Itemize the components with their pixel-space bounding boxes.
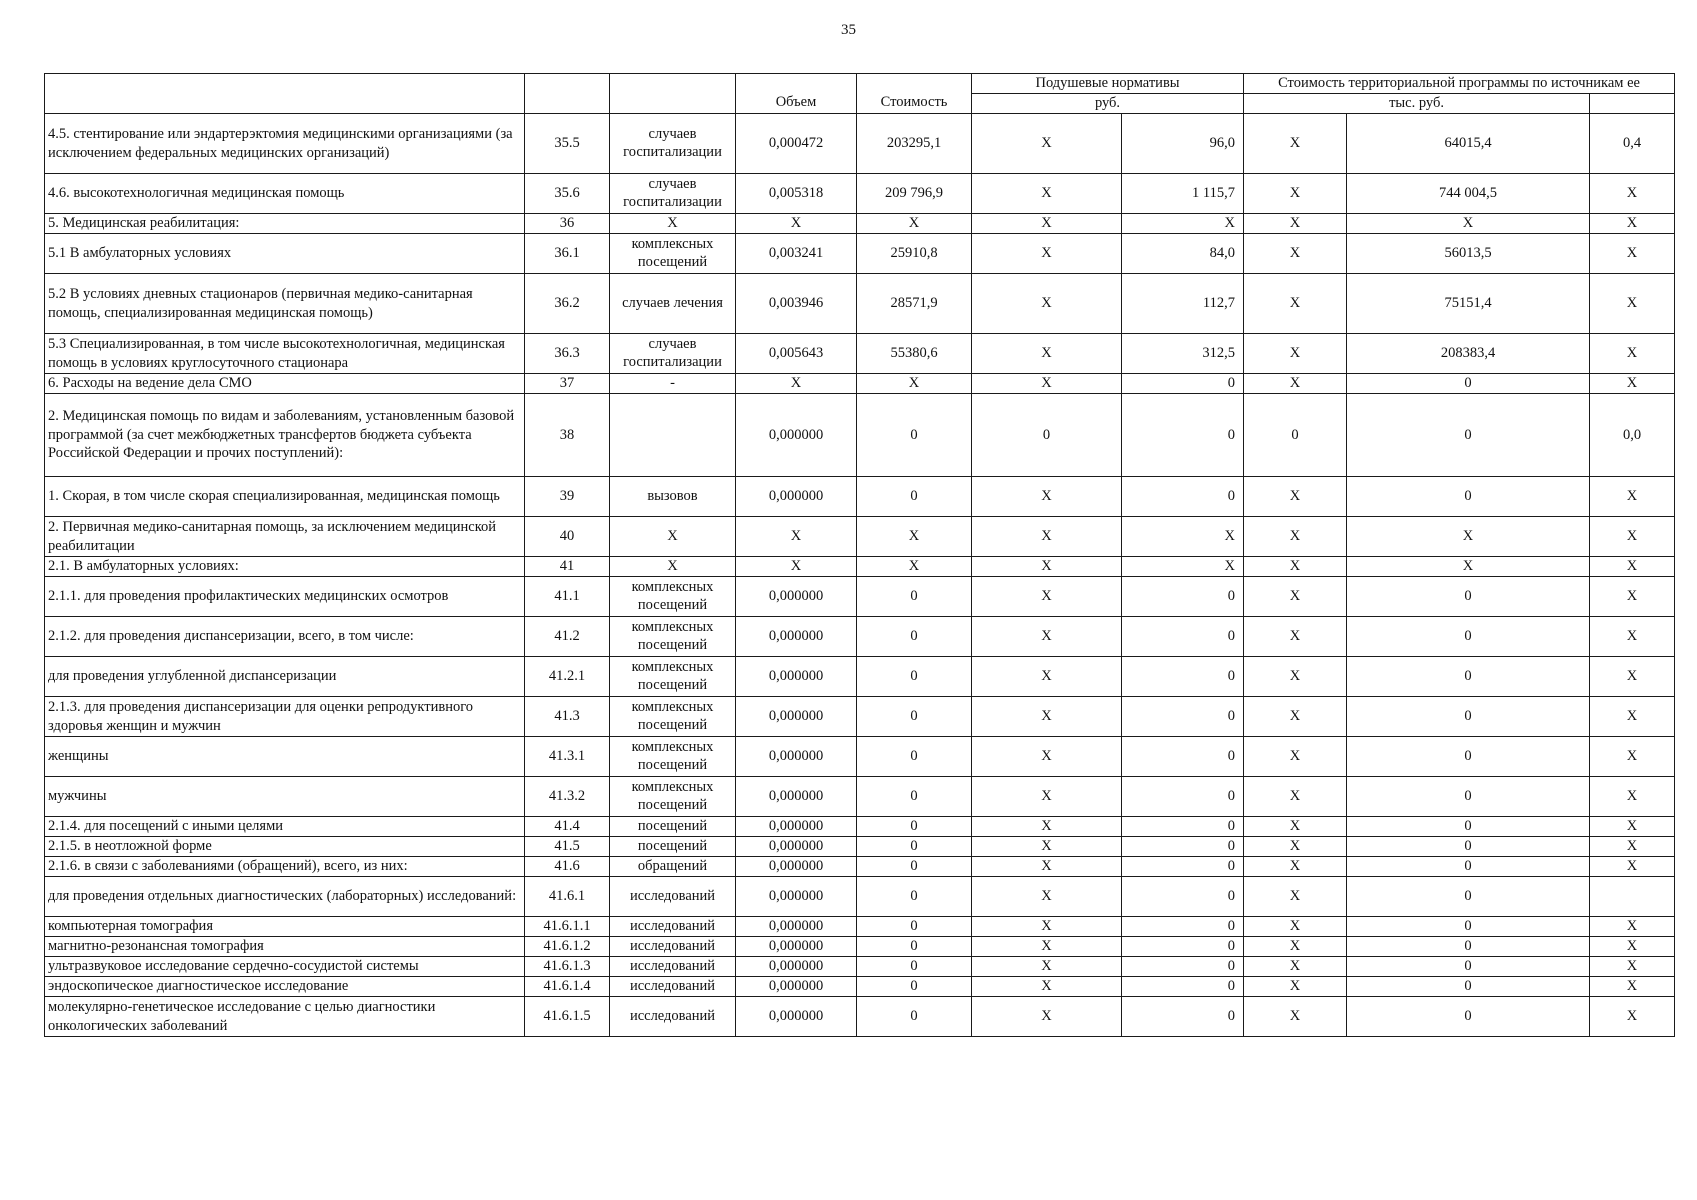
row-territorial-oms: 0 <box>1347 394 1590 477</box>
row-territorial-budget: 0 <box>1244 394 1347 477</box>
table-row <box>45 617 1675 657</box>
table-row <box>45 274 1675 334</box>
row-per-capita-oms: 0 <box>1122 877 1244 917</box>
row-line-code: 41.6.1.1 <box>525 917 610 937</box>
row-line-code: 38 <box>525 394 610 477</box>
row-per-capita-oms: 0 <box>1122 917 1244 937</box>
row-volume: 0,000472 <box>736 114 857 174</box>
row-unit: обращений <box>610 857 736 877</box>
row-per-capita-oms: 0 <box>1122 997 1244 1037</box>
row-territorial-oms: 56013,5 <box>1347 234 1590 274</box>
row-territorial-oms: X <box>1347 214 1590 234</box>
row-unit: - <box>610 374 736 394</box>
row-per-capita-budget: X <box>972 274 1122 334</box>
row-unit: исследований <box>610 957 736 977</box>
row-territorial-oms: 0 <box>1347 957 1590 977</box>
row-territorial-oms: 0 <box>1347 697 1590 737</box>
header-row-1 <box>45 74 1675 94</box>
row-volume: X <box>736 214 857 234</box>
row-per-capita-budget: X <box>972 917 1122 937</box>
page-number: 35 <box>841 22 856 38</box>
row-territorial-other: X <box>1590 174 1675 214</box>
row-name: 5.1 В амбулаторных условиях <box>45 234 525 274</box>
row-name: 2.1.1. для проведения профилактических медицинских осмотров <box>45 577 525 617</box>
table-row <box>45 557 1675 577</box>
table-row <box>45 374 1675 394</box>
row-territorial-budget: X <box>1244 234 1347 274</box>
row-territorial-budget: X <box>1244 697 1347 737</box>
row-per-capita-oms: 1 115,7 <box>1122 174 1244 214</box>
row-per-capita-oms: 0 <box>1122 957 1244 977</box>
row-per-capita-budget: X <box>972 374 1122 394</box>
row-per-capita-oms: 84,0 <box>1122 234 1244 274</box>
row-line-code: 36.2 <box>525 274 610 334</box>
row-volume: 0,005318 <box>736 174 857 214</box>
row-line-code: 41.1 <box>525 577 610 617</box>
row-cost: 0 <box>857 877 972 917</box>
row-cost: X <box>857 214 972 234</box>
row-unit: случаев госпитализации <box>610 114 736 174</box>
row-per-capita-budget: X <box>972 334 1122 374</box>
row-per-capita-oms: 312,5 <box>1122 334 1244 374</box>
row-territorial-other: X <box>1590 617 1675 657</box>
header-per-capita: Подушевые нормативы <box>972 74 1244 94</box>
row-territorial-oms: 75151,4 <box>1347 274 1590 334</box>
row-unit: комплексных посещений <box>610 777 736 817</box>
row-name: 2.1.6. в связи с заболеваниями (обращений), всего, из них: <box>45 857 525 877</box>
row-volume: 0,000000 <box>736 577 857 617</box>
row-per-capita-oms: 0 <box>1122 374 1244 394</box>
row-name: 2.1.2. для проведения диспансеризации, всего, в том числе: <box>45 617 525 657</box>
row-territorial-other: X <box>1590 517 1675 557</box>
row-volume: 0,000000 <box>736 917 857 937</box>
row-unit: случаев госпитализации <box>610 334 736 374</box>
row-per-capita-budget: X <box>972 577 1122 617</box>
row-cost: 0 <box>857 657 972 697</box>
row-territorial-budget: X <box>1244 657 1347 697</box>
header-blank-last <box>1590 94 1675 114</box>
row-territorial-other: X <box>1590 334 1675 374</box>
table-row <box>45 174 1675 214</box>
row-name: 4.6. высокотехнологичная медицинская помощь <box>45 174 525 214</box>
row-line-code: 37 <box>525 374 610 394</box>
row-territorial-budget: X <box>1244 917 1347 937</box>
row-line-code: 39 <box>525 477 610 517</box>
row-volume: 0,000000 <box>736 697 857 737</box>
row-territorial-other: X <box>1590 997 1675 1037</box>
row-unit <box>610 394 736 477</box>
row-per-capita-oms: 112,7 <box>1122 274 1244 334</box>
row-unit: X <box>610 557 736 577</box>
row-territorial-oms: 0 <box>1347 997 1590 1037</box>
row-territorial-oms: 0 <box>1347 857 1590 877</box>
row-unit: исследований <box>610 977 736 997</box>
header-blank-unit <box>610 74 736 114</box>
row-territorial-oms: 0 <box>1347 917 1590 937</box>
row-territorial-budget: X <box>1244 937 1347 957</box>
row-territorial-other: X <box>1590 697 1675 737</box>
table-row <box>45 937 1675 957</box>
row-volume: 0,000000 <box>736 817 857 837</box>
row-volume: X <box>736 374 857 394</box>
row-territorial-other: X <box>1590 737 1675 777</box>
row-cost: 0 <box>857 977 972 997</box>
table-row <box>45 477 1675 517</box>
row-territorial-budget: X <box>1244 817 1347 837</box>
row-territorial-budget: X <box>1244 374 1347 394</box>
row-cost: 203295,1 <box>857 114 972 174</box>
row-name: 2.1.3. для проведения диспансеризации для оценки репродуктивного здоровья женщин и мужчин <box>45 697 525 737</box>
row-name: женщины <box>45 737 525 777</box>
row-territorial-oms: 0 <box>1347 737 1590 777</box>
row-territorial-other: X <box>1590 837 1675 857</box>
row-per-capita-oms: 0 <box>1122 777 1244 817</box>
row-territorial-other <box>1590 877 1675 917</box>
row-territorial-other: X <box>1590 917 1675 937</box>
row-territorial-other: X <box>1590 577 1675 617</box>
table-row <box>45 234 1675 274</box>
row-territorial-other: X <box>1590 777 1675 817</box>
row-name: 6. Расходы на ведение дела СМО <box>45 374 525 394</box>
row-name: компьютерная томография <box>45 917 525 937</box>
row-name: магнитно-резонансная томография <box>45 937 525 957</box>
row-unit: случаев госпитализации <box>610 174 736 214</box>
table-row <box>45 394 1675 477</box>
row-cost: 0 <box>857 477 972 517</box>
table-row <box>45 737 1675 777</box>
row-territorial-other: 0,0 <box>1590 394 1675 477</box>
table-row <box>45 877 1675 917</box>
row-line-code: 40 <box>525 517 610 557</box>
row-per-capita-oms: X <box>1122 557 1244 577</box>
row-territorial-oms: 0 <box>1347 937 1590 957</box>
row-cost: 0 <box>857 394 972 477</box>
row-per-capita-budget: X <box>972 957 1122 977</box>
row-territorial-budget: X <box>1244 977 1347 997</box>
row-volume: X <box>736 517 857 557</box>
row-per-capita-oms: 0 <box>1122 697 1244 737</box>
row-cost: X <box>857 374 972 394</box>
row-name: эндоскопическое диагностическое исследование <box>45 977 525 997</box>
row-unit: комплексных посещений <box>610 657 736 697</box>
row-cost: X <box>857 517 972 557</box>
row-line-code: 41.6.1.2 <box>525 937 610 957</box>
row-line-code: 41.3 <box>525 697 610 737</box>
row-per-capita-oms: X <box>1122 517 1244 557</box>
row-territorial-budget: X <box>1244 837 1347 857</box>
row-territorial-budget: X <box>1244 174 1347 214</box>
row-per-capita-budget: X <box>972 114 1122 174</box>
row-territorial-other: X <box>1590 234 1675 274</box>
row-territorial-budget: X <box>1244 557 1347 577</box>
row-cost: 0 <box>857 617 972 657</box>
header-territorial-cost: Стоимость территориальной программы по источникам ее <box>1244 74 1675 94</box>
table-row <box>45 697 1675 737</box>
row-cost: 0 <box>857 837 972 857</box>
table-row <box>45 857 1675 877</box>
row-cost: 25910,8 <box>857 234 972 274</box>
row-per-capita-budget: X <box>972 817 1122 837</box>
row-name: молекулярно-генетическое исследование с целью диагностики онкологических заболеваний <box>45 997 525 1037</box>
row-territorial-oms: 0 <box>1347 977 1590 997</box>
row-cost: 28571,9 <box>857 274 972 334</box>
row-cost: X <box>857 557 972 577</box>
row-territorial-other: X <box>1590 857 1675 877</box>
row-territorial-budget: X <box>1244 777 1347 817</box>
row-per-capita-budget: X <box>972 937 1122 957</box>
row-territorial-oms: 0 <box>1347 657 1590 697</box>
program-cost-table <box>44 73 1675 1037</box>
header-per-capita-unit: руб. <box>972 94 1244 114</box>
row-name: для проведения углубленной диспансеризации <box>45 657 525 697</box>
row-unit: исследований <box>610 877 736 917</box>
row-unit: исследований <box>610 937 736 957</box>
row-unit: комплексных посещений <box>610 617 736 657</box>
row-territorial-other: X <box>1590 817 1675 837</box>
row-territorial-budget: X <box>1244 617 1347 657</box>
row-volume: X <box>736 557 857 577</box>
row-per-capita-budget: X <box>972 214 1122 234</box>
row-per-capita-oms: 0 <box>1122 617 1244 657</box>
row-per-capita-budget: X <box>972 857 1122 877</box>
row-territorial-other: X <box>1590 657 1675 697</box>
row-per-capita-budget: X <box>972 557 1122 577</box>
row-line-code: 35.5 <box>525 114 610 174</box>
table-row <box>45 517 1675 557</box>
row-cost: 0 <box>857 857 972 877</box>
row-unit: посещений <box>610 817 736 837</box>
row-territorial-other: X <box>1590 937 1675 957</box>
row-territorial-budget: X <box>1244 114 1347 174</box>
row-territorial-budget: X <box>1244 857 1347 877</box>
row-territorial-oms: 744 004,5 <box>1347 174 1590 214</box>
row-cost: 0 <box>857 777 972 817</box>
row-per-capita-budget: X <box>972 737 1122 777</box>
row-volume: 0,000000 <box>736 957 857 977</box>
row-per-capita-oms: 0 <box>1122 857 1244 877</box>
row-line-code: 41.6.1.5 <box>525 997 610 1037</box>
row-volume: 0,003946 <box>736 274 857 334</box>
row-territorial-oms: 0 <box>1347 374 1590 394</box>
row-cost: 0 <box>857 737 972 777</box>
table-row <box>45 214 1675 234</box>
row-territorial-oms: 208383,4 <box>1347 334 1590 374</box>
row-volume: 0,000000 <box>736 657 857 697</box>
row-line-code: 41 <box>525 557 610 577</box>
row-per-capita-budget: X <box>972 657 1122 697</box>
row-per-capita-budget: X <box>972 777 1122 817</box>
row-volume: 0,000000 <box>736 477 857 517</box>
row-volume: 0,000000 <box>736 877 857 917</box>
row-name: мужчины <box>45 777 525 817</box>
row-per-capita-oms: 96,0 <box>1122 114 1244 174</box>
table-row <box>45 334 1675 374</box>
row-line-code: 41.6.1.3 <box>525 957 610 977</box>
row-territorial-other: X <box>1590 977 1675 997</box>
header-cost: Стоимость <box>857 74 972 114</box>
row-territorial-oms: 0 <box>1347 817 1590 837</box>
table-row <box>45 817 1675 837</box>
row-name: 5. Медицинская реабилитация: <box>45 214 525 234</box>
row-cost: 0 <box>857 937 972 957</box>
row-territorial-other: X <box>1590 477 1675 517</box>
row-territorial-oms: 0 <box>1347 777 1590 817</box>
row-volume: 0,000000 <box>736 837 857 857</box>
row-name: 2.1.5. в неотложной форме <box>45 837 525 857</box>
row-per-capita-oms: 0 <box>1122 577 1244 617</box>
table-row <box>45 957 1675 977</box>
row-name: 2. Медицинская помощь по видам и заболеваниям, установленным базовой программой (за счет межбюджетных трансфертов бюджета субъекта Российской Федерации и прочих поступлений): <box>45 394 525 477</box>
row-per-capita-budget: X <box>972 877 1122 917</box>
table-row <box>45 837 1675 857</box>
row-territorial-oms: 0 <box>1347 577 1590 617</box>
row-territorial-budget: X <box>1244 877 1347 917</box>
row-territorial-budget: X <box>1244 997 1347 1037</box>
row-territorial-budget: X <box>1244 957 1347 977</box>
header-blank-line <box>525 74 610 114</box>
row-territorial-budget: X <box>1244 577 1347 617</box>
row-cost: 209 796,9 <box>857 174 972 214</box>
header-territorial-unit: тыс. руб. <box>1244 94 1590 114</box>
row-territorial-oms: 0 <box>1347 477 1590 517</box>
row-per-capita-oms: 0 <box>1122 737 1244 777</box>
row-name: 2. Первичная медико-санитарная помощь, за исключением медицинской реабилитации <box>45 517 525 557</box>
table-row <box>45 917 1675 937</box>
row-line-code: 41.3.2 <box>525 777 610 817</box>
row-per-capita-oms: X <box>1122 214 1244 234</box>
table-row <box>45 997 1675 1037</box>
row-line-code: 41.6.1.4 <box>525 977 610 997</box>
row-line-code: 41.4 <box>525 817 610 837</box>
header-volume: Объем <box>736 74 857 114</box>
row-territorial-other: X <box>1590 214 1675 234</box>
row-unit: исследований <box>610 997 736 1037</box>
row-territorial-budget: X <box>1244 477 1347 517</box>
row-name: 2.1.4. для посещений с иными целями <box>45 817 525 837</box>
row-volume: 0,000000 <box>736 857 857 877</box>
row-per-capita-oms: 0 <box>1122 657 1244 697</box>
row-volume: 0,000000 <box>736 997 857 1037</box>
row-per-capita-budget: X <box>972 697 1122 737</box>
row-per-capita-oms: 0 <box>1122 477 1244 517</box>
row-per-capita-oms: 0 <box>1122 977 1244 997</box>
row-unit: комплексных посещений <box>610 697 736 737</box>
row-per-capita-oms: 0 <box>1122 937 1244 957</box>
row-cost: 0 <box>857 697 972 737</box>
row-per-capita-budget: X <box>972 174 1122 214</box>
row-unit: вызовов <box>610 477 736 517</box>
row-line-code: 36.1 <box>525 234 610 274</box>
header-blank-name <box>45 74 525 114</box>
row-unit: комплексных посещений <box>610 577 736 617</box>
row-volume: 0,000000 <box>736 777 857 817</box>
row-per-capita-budget: X <box>972 977 1122 997</box>
row-unit: случаев лечения <box>610 274 736 334</box>
row-line-code: 36.3 <box>525 334 610 374</box>
row-cost: 0 <box>857 997 972 1037</box>
row-territorial-oms: 64015,4 <box>1347 114 1590 174</box>
row-line-code: 35.6 <box>525 174 610 214</box>
row-volume: 0,000000 <box>736 937 857 957</box>
row-territorial-other: X <box>1590 557 1675 577</box>
row-per-capita-budget: 0 <box>972 394 1122 477</box>
row-territorial-budget: X <box>1244 517 1347 557</box>
row-unit: посещений <box>610 837 736 857</box>
row-line-code: 41.6.1 <box>525 877 610 917</box>
row-territorial-budget: X <box>1244 214 1347 234</box>
row-cost: 0 <box>857 577 972 617</box>
row-per-capita-oms: 0 <box>1122 837 1244 857</box>
row-volume: 0,003241 <box>736 234 857 274</box>
row-territorial-oms: X <box>1347 557 1590 577</box>
row-line-code: 41.3.1 <box>525 737 610 777</box>
row-volume: 0,000000 <box>736 394 857 477</box>
row-cost: 55380,6 <box>857 334 972 374</box>
table-row <box>45 114 1675 174</box>
row-name: 1. Скорая, в том числе скорая специализированная, медицинская помощь <box>45 477 525 517</box>
row-volume: 0,000000 <box>736 737 857 777</box>
row-territorial-oms: 0 <box>1347 877 1590 917</box>
row-name: для проведения отдельных диагностических (лабораторных) исследований: <box>45 877 525 917</box>
row-cost: 0 <box>857 917 972 937</box>
row-name: 2.1. В амбулаторных условиях: <box>45 557 525 577</box>
row-line-code: 41.2.1 <box>525 657 610 697</box>
row-unit: исследований <box>610 917 736 937</box>
row-territorial-oms: X <box>1347 517 1590 557</box>
table-row <box>45 577 1675 617</box>
row-line-code: 41.5 <box>525 837 610 857</box>
row-volume: 0,000000 <box>736 977 857 997</box>
row-territorial-oms: 0 <box>1347 837 1590 857</box>
row-line-code: 41.6 <box>525 857 610 877</box>
row-cost: 0 <box>857 957 972 977</box>
row-volume: 0,005643 <box>736 334 857 374</box>
row-unit: X <box>610 517 736 557</box>
row-per-capita-oms: 0 <box>1122 817 1244 837</box>
row-cost: 0 <box>857 817 972 837</box>
row-territorial-budget: X <box>1244 737 1347 777</box>
row-territorial-other: X <box>1590 274 1675 334</box>
row-per-capita-budget: X <box>972 477 1122 517</box>
row-per-capita-budget: X <box>972 997 1122 1037</box>
row-per-capita-budget: X <box>972 517 1122 557</box>
row-territorial-other: X <box>1590 957 1675 977</box>
row-per-capita-budget: X <box>972 234 1122 274</box>
row-name: 5.3 Специализированная, в том числе высокотехнологичная, медицинская помощь в условиях круглосуточного стационара <box>45 334 525 374</box>
row-unit: комплексных посещений <box>610 737 736 777</box>
row-name: 4.5. стентирование или эндартерэктомия медицинскими организациями (за исключением федеральных медицинских организаций) <box>45 114 525 174</box>
row-line-code: 36 <box>525 214 610 234</box>
row-territorial-other: 0,4 <box>1590 114 1675 174</box>
row-territorial-other: X <box>1590 374 1675 394</box>
row-volume: 0,000000 <box>736 617 857 657</box>
row-unit: комплексных посещений <box>610 234 736 274</box>
row-name: ультразвуковое исследование сердечно-сосудистой системы <box>45 957 525 977</box>
row-territorial-budget: X <box>1244 274 1347 334</box>
row-name: 5.2 В условиях дневных стационаров (первичная медико-санитарная помощь, специализированная медицинская помощь) <box>45 274 525 334</box>
row-unit: X <box>610 214 736 234</box>
table-row <box>45 977 1675 997</box>
table-row <box>45 657 1675 697</box>
row-territorial-oms: 0 <box>1347 617 1590 657</box>
row-per-capita-oms: 0 <box>1122 394 1244 477</box>
row-per-capita-budget: X <box>972 617 1122 657</box>
row-territorial-budget: X <box>1244 334 1347 374</box>
row-per-capita-budget: X <box>972 837 1122 857</box>
row-line-code: 41.2 <box>525 617 610 657</box>
table-row <box>45 777 1675 817</box>
